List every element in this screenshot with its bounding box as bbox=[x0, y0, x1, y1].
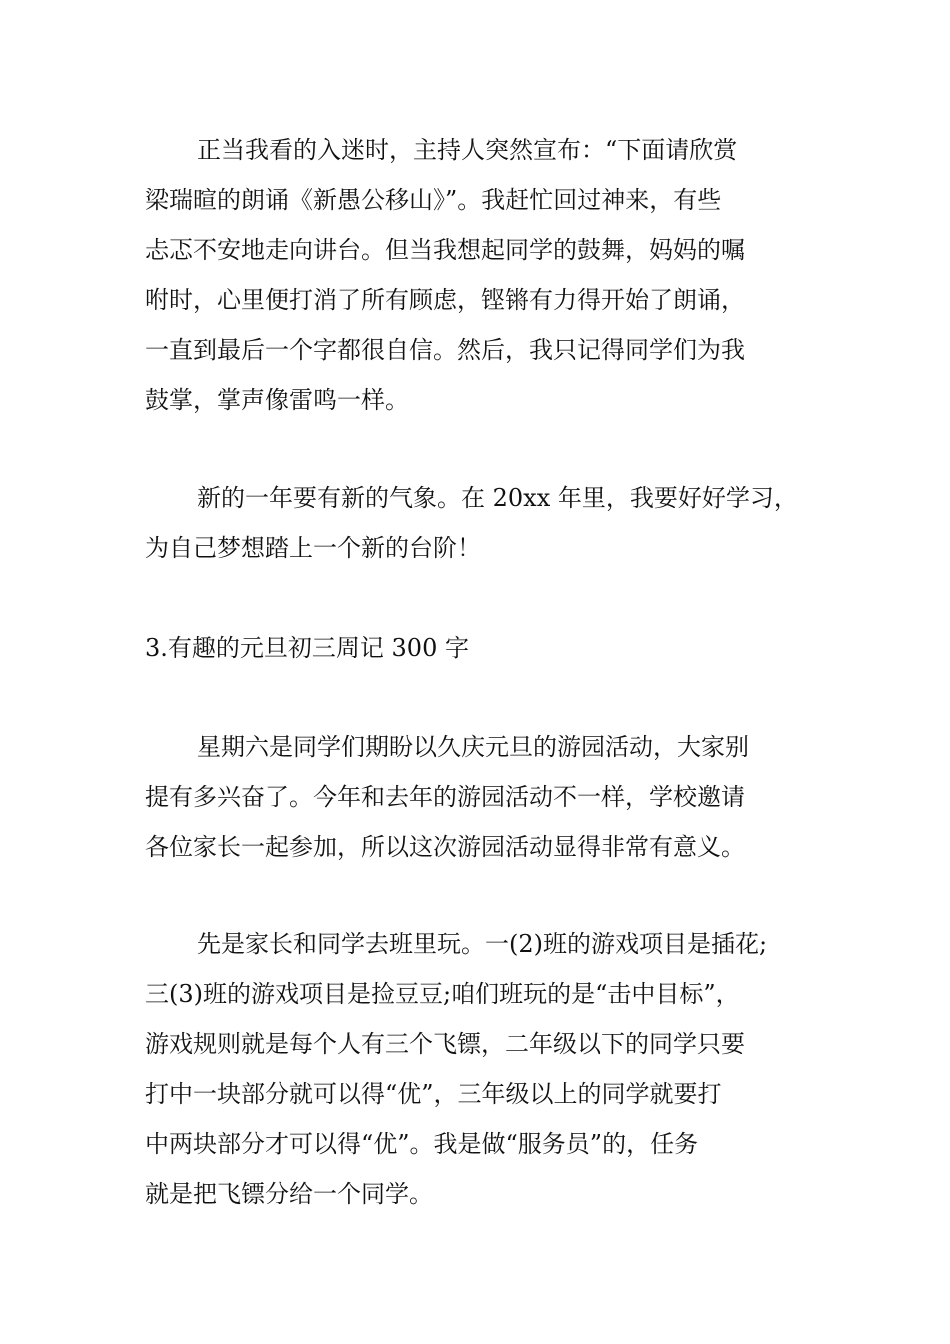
paragraph-line: 各位家长一起参加，所以这次游园活动显得非常有意义。 bbox=[145, 833, 745, 861]
section-heading: 3.有趣的元旦初三周记 300 字 bbox=[145, 634, 469, 662]
paragraph-line: 提有多兴奋了。今年和去年的游园活动不一样，学校邀请 bbox=[145, 783, 745, 811]
paragraph-line: 三(3)班的游戏项目是捡豆豆;咱们班玩的是“击中目标”， bbox=[145, 980, 740, 1008]
paragraph-line: 咐时，心里便打消了所有顾虑，铿锵有力得开始了朗诵， bbox=[145, 286, 745, 314]
paragraph-line: 正当我看的入迷时，主持人突然宣布：“下面请欣赏 bbox=[197, 136, 738, 164]
paragraph-line: 梁瑞暄的朗诵《新愚公移山》”。我赶忙回过神来，有些 bbox=[145, 186, 722, 214]
paragraph-line: 中两块部分才可以得“优”。我是做“服务员”的，任务 bbox=[145, 1130, 699, 1158]
paragraph-line: 游戏规则就是每个人有三个飞镖，二年级以下的同学只要 bbox=[145, 1030, 745, 1058]
paragraph-line: 鼓掌，掌声像雷鸣一样。 bbox=[145, 386, 409, 414]
paragraph-line: 为自己梦想踏上一个新的台阶！ bbox=[145, 534, 481, 562]
paragraph-line: 星期六是同学们期盼以久庆元旦的游园活动，大家别 bbox=[197, 733, 749, 761]
paragraph-line: 一直到最后一个字都很自信。然后，我只记得同学们为我 bbox=[145, 336, 745, 364]
paragraph-line: 忐忑不安地走向讲台。但当我想起同学的鼓舞，妈妈的嘱 bbox=[145, 236, 745, 264]
paragraph-line: 就是把飞镖分给一个同学。 bbox=[145, 1180, 433, 1208]
paragraph-line: 新的一年要有新的气象。在 20xx 年里，我要好好学习， bbox=[197, 484, 798, 512]
paragraph-line: 先是家长和同学去班里玩。一(2)班的游戏项目是插花; bbox=[197, 930, 768, 958]
paragraph-line: 打中一块部分就可以得“优”，三年级以上的同学就要打 bbox=[145, 1080, 722, 1108]
